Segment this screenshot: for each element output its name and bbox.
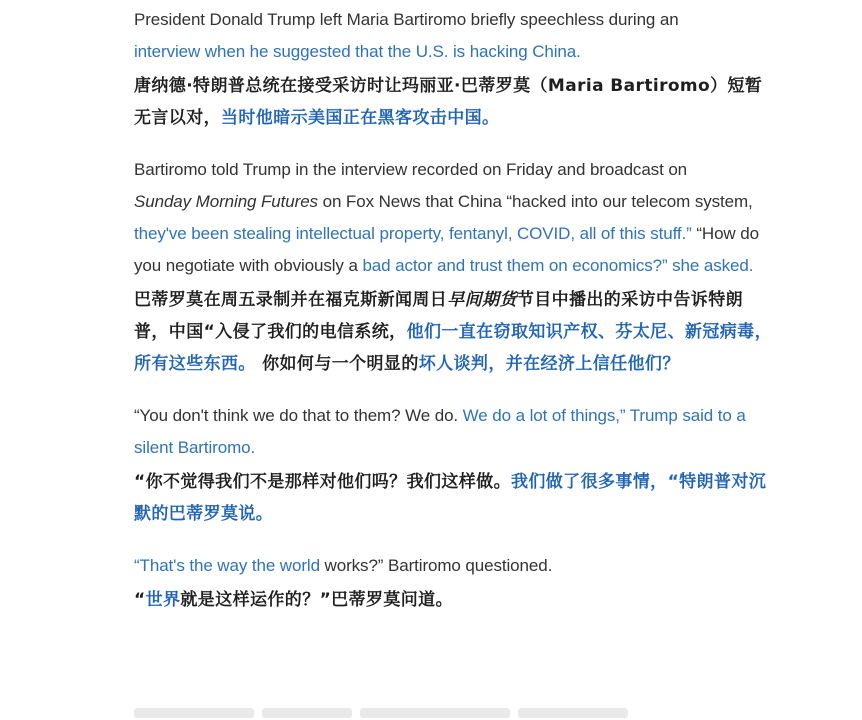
- paragraph-3-text: “You don't think we do that to them? We do.: [134, 406, 463, 425]
- paragraph-4-zh-text: 就是这样运作的？”巴蒂罗莫问道。: [180, 590, 453, 610]
- paragraph-3-english: [134, 400, 774, 464]
- cutoff-line-fragment: [360, 708, 510, 718]
- paragraph-3-chinese: [134, 466, 774, 530]
- paragraph-3-zh-text: “你不觉得我们不是那样对他们吗？我们这样做。: [134, 472, 511, 492]
- stealing-link[interactable]: they've been stealing intellectual property, fentanyl, COVID, all of this stuff.”: [134, 224, 692, 243]
- paragraph-1-text: President Donald Trump left Maria Bartiromo briefly speechless during an: [134, 10, 679, 29]
- paragraph-2-zh-text-a: 巴蒂罗莫在周五录制并在福克斯新闻周日: [134, 290, 448, 310]
- paragraph-4-text: works?” Bartiromo questioned.: [319, 556, 553, 575]
- world-link[interactable]: “That's the way the world: [134, 556, 320, 575]
- world-link-zh[interactable]: 世界: [145, 590, 181, 610]
- show-title-zh: 早间期货: [447, 290, 517, 310]
- paragraph-2-text-a: Bartiromo told Trump in the interview recorded on Friday and broadcast on: [134, 160, 688, 179]
- bad-actor-link-zh[interactable]: 坏人谈判，并在经济上信任他们？: [418, 354, 680, 374]
- paragraph-2-chinese: [134, 284, 774, 380]
- paragraph-4-english: [134, 550, 774, 582]
- paragraph-4-chinese: [134, 584, 774, 616]
- article-body: [134, 4, 774, 616]
- paragraph-1-chinese: [134, 70, 774, 134]
- paragraph-2-english: [134, 154, 774, 282]
- lot-of-things-link-zh[interactable]: 我们做了很多事情，“特朗普对沉默的巴蒂罗莫说。: [134, 472, 767, 524]
- paragraph-2-text-c: “How do you negotiate with obviously a: [134, 224, 759, 275]
- lot-of-things-link[interactable]: We do a lot of things,” Trump said to a silent Bartiromo.: [134, 406, 746, 457]
- cutoff-line-fragment: [134, 708, 254, 718]
- paragraph-2-zh-text-b: 节目中播出的采访中告诉特朗普，中国“入侵了我们的电信系统，: [134, 290, 744, 342]
- paragraph-2-zh-text-c: 你如何与一个明显的: [255, 354, 419, 374]
- paragraph-2-text-b: on Fox News that China “hacked into our telecom system,: [317, 192, 753, 211]
- bad-actor-link[interactable]: bad actor and trust them on economics?” she asked.: [362, 256, 754, 275]
- interview-link-zh[interactable]: 当时他暗示美国正在黑客攻击中国。: [221, 108, 500, 128]
- cutoff-line-fragment: [262, 708, 352, 718]
- show-title: Sunday Morning Futures: [134, 192, 318, 211]
- cutoff-line-fragment: [518, 708, 628, 718]
- paragraph-1-zh-text: 唐纳德·特朗普总统在接受采访时让玛丽亚·巴蒂罗莫（Maria Bartiromo）短暂无言以对，: [134, 76, 763, 128]
- next-paragraph-cutoff: [134, 700, 734, 720]
- paragraph-4-zh-quote: “: [134, 590, 146, 610]
- stealing-link-zh[interactable]: 他们一直在窃取知识产权、芬太尼、新冠病毒，所有这些东西。: [134, 322, 772, 374]
- interview-link[interactable]: interview when he suggested that the U.S. is hacking China.: [134, 42, 581, 61]
- paragraph-1-english: [134, 4, 774, 68]
